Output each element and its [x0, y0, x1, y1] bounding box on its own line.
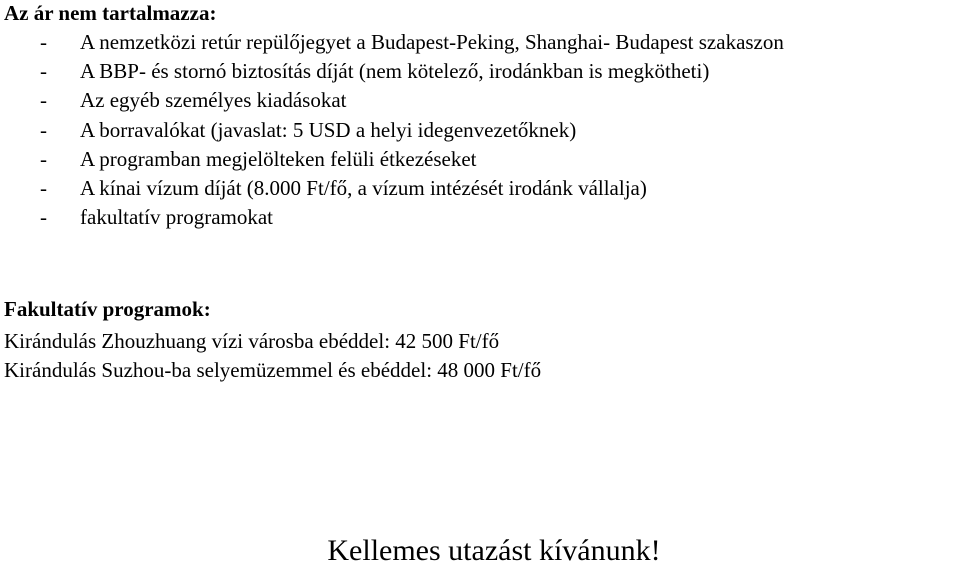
list-item: [0, 28, 960, 57]
list-dash: -: [40, 175, 47, 200]
optional-programs-list: [4, 327, 541, 385]
optional-program-item: Kirándulás Zhouzhuang vízi városba ebéddel: 42 500 Ft/fő: [4, 329, 500, 353]
list-dash: -: [40, 88, 47, 113]
list-item: [0, 116, 960, 145]
list-dash: -: [40, 205, 47, 230]
list-item: [0, 86, 960, 115]
list-dash: -: [40, 117, 47, 142]
not-included-heading: Az ár nem tartalmazza:: [4, 1, 217, 25]
list-item: [0, 203, 960, 232]
list-dash: -: [40, 30, 47, 54]
optional-program-item: Kirándulás Suzhou-ba selyemüzemmel és ebéddel: 48 000 Ft/fő: [4, 358, 542, 382]
list-item-text: A programban megjelölteken felüli étkezéseket: [80, 146, 477, 171]
list-item-text: A kínai vízum díját (8.000 Ft/fő, a vízum intézését irodánk vállalja): [80, 175, 647, 200]
list-item-text: A borravalókat (javaslat: 5 USD a helyi idegenvezetőknek): [80, 117, 577, 142]
list-item-text: A BBP- és stornó biztosítás díját (nem kötelező, irodánkban is megkötheti): [80, 59, 710, 84]
list-item-text: A nemzetközi retúr repülőjegyet a Budapest-Peking, Shanghai- Budapest szakaszon: [80, 30, 784, 54]
list-item-text: fakultatív programokat: [80, 205, 274, 230]
closing-greeting: Kellemes utazást kívánunk!: [327, 534, 661, 567]
not-included-list: [0, 28, 960, 232]
list-dash: -: [40, 146, 47, 171]
list-item-text: Az egyéb személyes kiadásokat: [80, 88, 347, 113]
list-item: [0, 57, 960, 86]
list-item: [0, 145, 960, 174]
optional-programs-heading: Fakultatív programok:: [4, 297, 211, 321]
list-dash: -: [40, 59, 47, 84]
list-item: [0, 174, 960, 203]
